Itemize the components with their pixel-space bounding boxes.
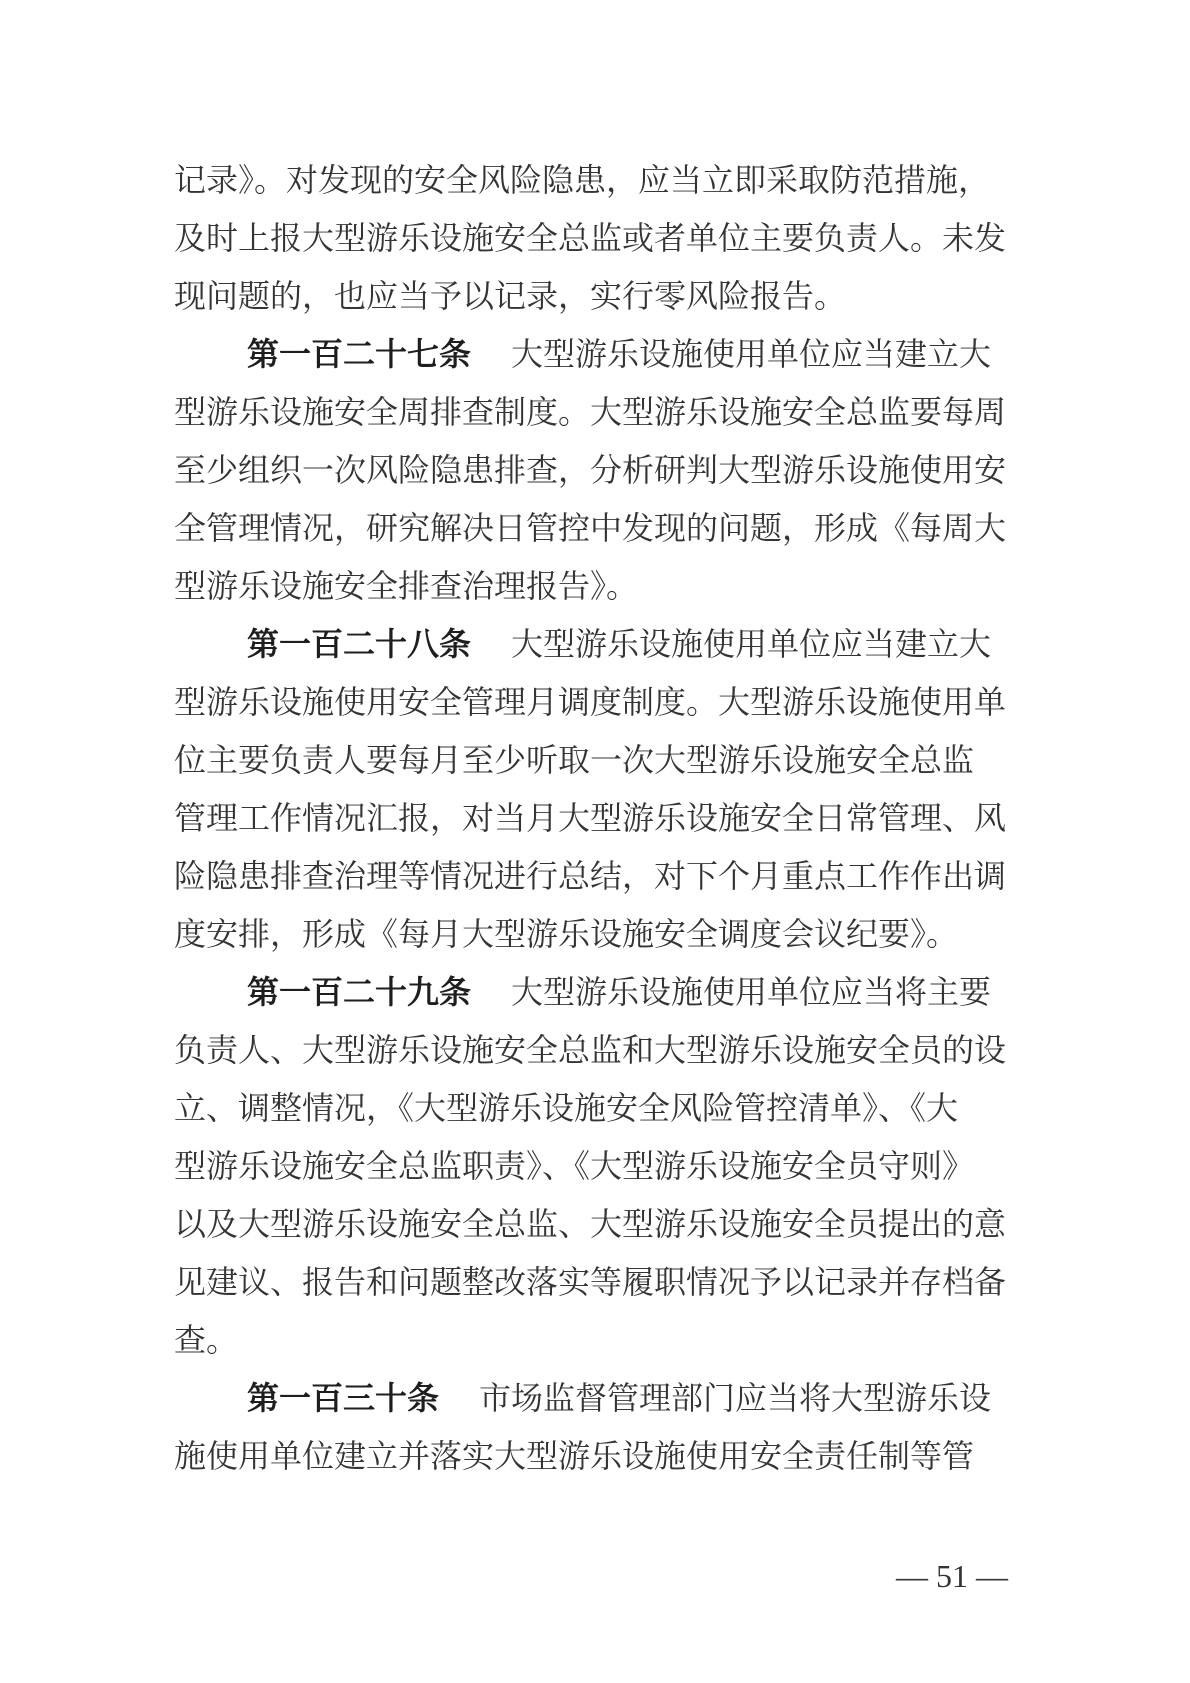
text-line: 险隐患排查治理等情况进行总结，对下个月重点工作作出调 — [174, 858, 1007, 894]
first-line-text: 市场监督管理部门应当将大型游乐设 — [479, 1380, 992, 1416]
text-line: 管理工作情况汇报，对当月大型游乐设施安全日常管理、风 — [174, 800, 1007, 836]
article-number: 第一百二十九条 — [247, 974, 472, 1010]
text-line: 及时上报大型游乐设施安全总监或者单位主要负责人。未发 — [174, 220, 1007, 256]
text-line — [174, 1369, 1026, 1427]
text-line: 全管理情况，研究解决日管控中发现的问题，形成《每周大 — [174, 510, 1007, 546]
text-line: 施使用单位建立并落实大型游乐设施使用安全责任制等管 — [174, 1438, 975, 1474]
article-number: 第一百二十八条 — [247, 626, 472, 662]
text-line: 负责人、大型游乐设施安全总监和大型游乐设施安全员的设 — [174, 1032, 1007, 1068]
paragraph — [174, 963, 1026, 1369]
first-line-text: 大型游乐设施使用单位应当建立大 — [511, 626, 992, 662]
text-line: 位主要负责人要每月至少听取一次大型游乐设施安全总监 — [174, 742, 975, 778]
heading-gap — [439, 1408, 479, 1409]
text-line: 型游乐设施安全排查治理报告》。 — [174, 568, 639, 604]
text-line — [174, 615, 1026, 673]
text-line — [174, 963, 1026, 1021]
paragraph-indent — [174, 364, 247, 365]
paragraph — [174, 615, 1026, 963]
heading-gap — [471, 364, 511, 365]
text-line: 型游乐设施安全总监职责》、《大型游乐设施安全员守则》 — [174, 1148, 975, 1184]
article-number: 第一百三十条 — [247, 1380, 440, 1416]
paragraph-indent — [174, 654, 247, 655]
document-content — [174, 151, 1026, 1485]
paragraph-indent — [174, 1408, 247, 1409]
text-line: 见建议、报告和问题整改落实等履职情况予以记录并存档备 — [174, 1264, 1007, 1300]
text-line: 记录》。对发现的安全风险隐患，应当立即采取防范措施， — [174, 162, 991, 198]
page-number: — 51 — — [896, 1558, 1008, 1594]
text-line — [174, 325, 1026, 383]
article-number: 第一百二十七条 — [247, 336, 472, 372]
text-line: 立、调整情况，《大型游乐设施安全风险管控清单》、《大 — [174, 1090, 959, 1126]
paragraph — [174, 151, 1026, 325]
first-line-text: 大型游乐设施使用单位应当建立大 — [511, 336, 992, 372]
text-line: 型游乐设施使用安全管理月调度制度。大型游乐设施使用单 — [174, 684, 1007, 720]
paragraph — [174, 325, 1026, 615]
text-line: 型游乐设施安全周排查制度。大型游乐设施安全总监要每周 — [174, 394, 1007, 430]
text-line: 查。 — [174, 1322, 239, 1358]
heading-gap — [471, 1002, 511, 1003]
heading-gap — [471, 654, 511, 655]
text-line: 以及大型游乐设施安全总监、大型游乐设施安全员提出的意 — [174, 1206, 1007, 1242]
text-line: 现问题的，也应当予以记录，实行零风险报告。 — [174, 278, 847, 314]
text-line: 至少组织一次风险隐患排查，分析研判大型游乐设施使用安 — [174, 452, 1007, 488]
text-line: 度安排，形成《每月大型游乐设施安全调度会议纪要》。 — [174, 916, 959, 952]
paragraph — [174, 1369, 1026, 1485]
paragraph-indent — [174, 1002, 247, 1003]
first-line-text: 大型游乐设施使用单位应当将主要 — [511, 974, 992, 1010]
